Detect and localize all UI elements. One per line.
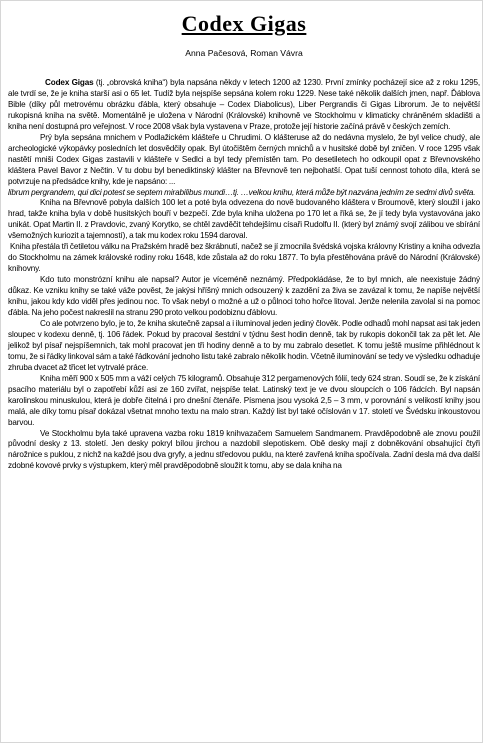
paragraph-war: Kniha přestála tři četiletou válku na Pražském hradě bez škrábnutí, načež se jí zmocnila švédská vojska královny Kristiny a kniha odvezla do Stockholmu na zámek královské rodiny roku 1648, kde zůstala až do roku 1877. To byla přestěhována právě do Národní (Královské) knihovny. [8,242,480,274]
paragraph-scribe: Co ale potvrzeno bylo, je to, že kniha skutečně zapsal a i iluminoval jeden jediný člověk. Podle odhadů mohl napsat asi tak jeden sloupec v kodexu denně, tj. 106 řádek. Pokud by pracoval šestdní v týdnu šest hodin denně, tak by rukopis dokončil tak za pět let. Ale jelikož byl písař nejspíšemnich, tak mohl pracovat jen tři hodiny denně a to by mu zabralo desetlet. K tomu ještě musíme přihlédnout k tomu, že si řádky linkoval sám a také řádkování jednoho listu také zabralo několik hodin. Včetně iluminování se tedy ve výsledku odhaduje zhruba dvacet až třicet let vytrvalé práce. [8,318,480,372]
document-body [8,11,480,472]
paragraph-quote: librum pergrandem, qui dici potest se septem mirabilibus mundi…tj. …velkou knihu, která může být nazvána jedním ze sedmi divů světa. [8,187,476,197]
lead-term: Codex Gigas [45,78,94,87]
article-text [8,78,480,472]
paragraph-intro [8,78,480,133]
paragraph-broumov: Kniha na Břevnově pobyla dalších 100 let a poté byla odvezena do nově budovaného kláštera v Broumově, který sloužil i jako hrad, takže kniha byla v době husitských bouří v bezpečí. Zde byla kniha uložena po 170 let a říká se, že jí tedy byla vystavována jako unikát. Opat Martin II. z Pravdovic, zvaný Korytko, se chtěl zavděčit tehdejšímu císaři Rudolfu II. (který byl známý svojí zálibou ve sbírání všemožných kuriozit a tajemností), a tak mu kodex roku 1594 daroval. [8,198,480,241]
document-title: Codex Gigas [181,11,307,36]
paragraph-text: (tj. „obrovská kniha“) byla napsána někdy v letech 1200 až 1230. První zmínky pocházejí sice až z roku 1295, ale tvrdí se, že je kniha starší asi o 65 let. Tudíž byla nejspíše sepsána kolem roku 1229. Nese také několik dalších jmen, např. Ďáblova Bible (díky půl metrovému obrázku ďábla, který obsahuje – Codex Diabolicus), Liber Pergrandis či Gigas Librorum. Je to největší rukopisná kniha na světě. Momentálně je uložena v Národní (Královské) knihovně ve Stockholmu v klimaticky chráněném skladišti a kniha není dostupná pro veřejnost. V roce 2008 však byla vystavena v Praze, protože její historie začíná právě v českých zemích. [8,78,480,131]
paragraph-history: Prý byla sepsána mnichem v Podlažickém klášteře u Chrudimi. O klášteruse až do nedávna myslelo, že byl velice chudý, ale archeologické výkopávky posledních let dosvědčily opak. Byl útočištěm černých mnichů a v husitské době byl zničen. V roce 1295 však nastětí mniši Codex Gigas zastavili v klášteře v Sedlci a byl tedy přemístěn tam. Po desetiletech ho odkoupil opat z Břevnovského kláštera Pavel Bavor z Nečtin. V tu dobu byl benediktinský klášter na Břevnově ten nejbohatší. Opat tuší cennost tohoto díla, která se potvrzuje na předsádce knihy, kde je napsáno: ... [8,132,480,186]
document-authors: Anna Pačesová, Roman Vávra [185,48,303,58]
paragraph-author: Kdo tuto monstrózní knihu ale napsal? Autor je víceméně neznámý. Předpokládáse, že to byl mnich, ale neexistuje žádný důkaz. Ke vzniku knihy se také váže pověst, že jakýsi hříšný mnich odsouzený k zazdění za živa se zavázal k tomu, že napíše největší knihu, jakou kdy kdo viděl přes jedinou noc. To však nebyl o možné a už o půlnoci toho hořce litoval. Jenže nelenila zavolal si na pomoc ďábla. Na jeho počest nakreslil na stranu 290 proto velkou podobiznu ďáblovu. [8,275,480,318]
paragraph-binding: Ve Stockholmu byla také upravena vazba roku 1819 knihvazačem Samuelem Sandmanem. Pravděpodobně ale znovu použil původní desky z 13. století. Jen desky pokryl bílou jirchou a nazdobil slepotiskem. Obě desky mají z dobněkování obsahující čtyři nárožnice s puklou, z nichž na každé jsou dva gryfy, a jednu středovou puklu, na které zavřená kniha spočívala. Zadní desla má dva další zdobné kovové prvky s výstupkem, který měl pravděpodobně sloužit k tomu, aby se dala kniha na [8,428,480,471]
paragraph-dimensions: Kniha měří 900 x 505 mm a váží celých 75 kilogramů. Obsahuje 312 pergamenových fólií, tedy 624 stran. Soudí se, že k získání psacího materiálu byl o zapotřebí kůží asi ze 160 zvířat, nejspíše telat. Latinský text je ve dvou sloupcích o 106 řádcích. Byl napsán karolinskou minuskulou, která je dobře čitelná i pro dnešní čtenáře. Písmena jsou vysoká 2,5 – 3 mm, v porovnání s velikostí knihy jsou malá, ale díky tomu písař dokázal všetnat mnoho textu na malo stran. Každý list byl také očíslován v 17. století ve Švédsku inkoustovou barvou. [8,373,480,427]
